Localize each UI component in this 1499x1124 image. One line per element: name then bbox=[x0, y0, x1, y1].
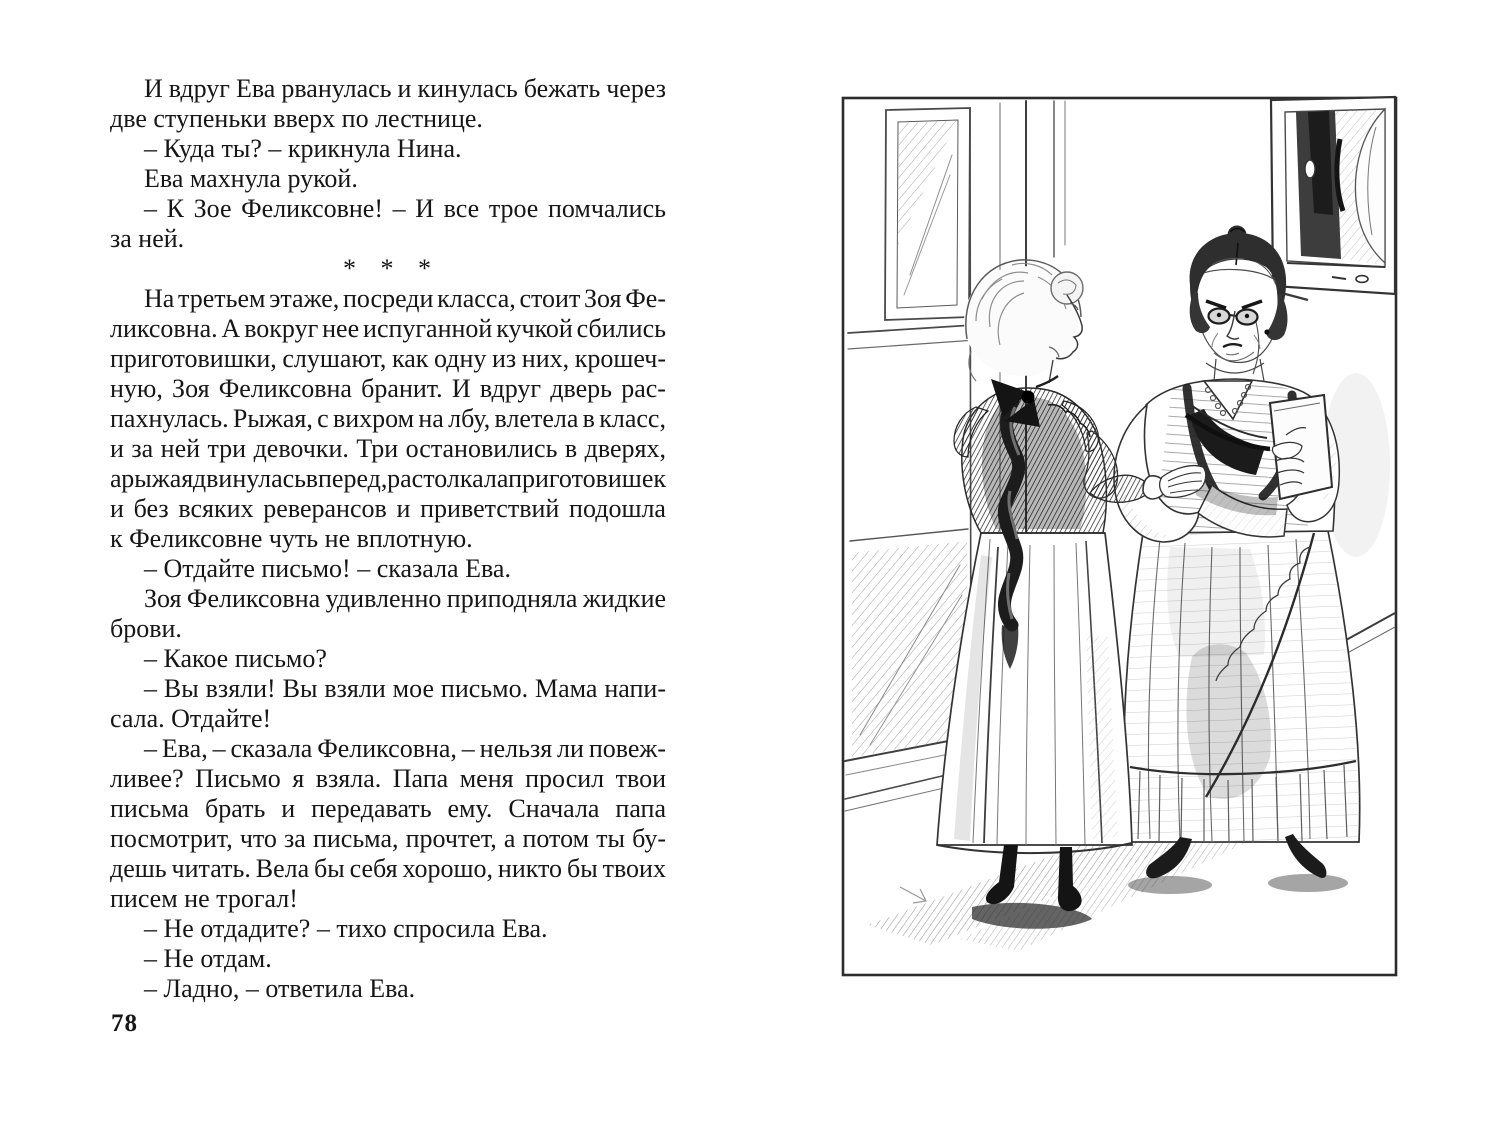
text-line bbox=[110, 794, 666, 824]
text-line bbox=[110, 974, 666, 1004]
text-line-text: письма брать и передавать ему. Сначала папа bbox=[110, 794, 666, 823]
text-line bbox=[110, 944, 666, 974]
text-line bbox=[110, 134, 666, 164]
text-line-text: – Ладно, – ответила Ева. bbox=[144, 974, 416, 1003]
text-line bbox=[110, 734, 666, 764]
text-line bbox=[110, 404, 666, 434]
text-line-text: – Куда ты? – крикнула Нина. bbox=[144, 134, 462, 163]
text-line bbox=[110, 74, 666, 104]
illustration bbox=[840, 95, 1400, 980]
text-line bbox=[110, 224, 666, 254]
text-line-text: И вдруг Ева рванулась и кинулась бежать через bbox=[144, 74, 666, 103]
text-line-text: посмотрит, что за письма, прочтет, а потом ты бу- bbox=[110, 824, 666, 853]
text-line bbox=[110, 584, 666, 614]
text-line-text: * * * bbox=[343, 254, 433, 283]
text-line bbox=[110, 464, 666, 494]
text-line bbox=[110, 314, 666, 344]
text-column bbox=[110, 74, 666, 1004]
text-line bbox=[110, 704, 666, 734]
text-line-text: – Ева, – сказала Феликсовна, – нельзя ли повеж- bbox=[144, 734, 667, 763]
text-line bbox=[110, 764, 666, 794]
text-line bbox=[110, 194, 666, 224]
text-line bbox=[110, 914, 666, 944]
text-line-text: – Вы взяли! Вы взяли мое письмо. Мама напи- bbox=[144, 674, 666, 703]
text-line-text: – Не отдам. bbox=[144, 944, 272, 973]
text-line-text: Ева махнула рукой. bbox=[144, 164, 358, 193]
text-line bbox=[110, 374, 666, 404]
text-line-text: брови. bbox=[110, 614, 182, 643]
text-line-text: приготовишки, слушают, как одну из них, крошеч- bbox=[110, 344, 666, 373]
text-line bbox=[110, 674, 666, 704]
text-line-text: сала. Отдайте! bbox=[110, 704, 272, 733]
text-line bbox=[110, 554, 666, 584]
text-line bbox=[110, 524, 666, 554]
text-line-text: писем не трогал! bbox=[110, 884, 298, 913]
mole bbox=[1264, 329, 1269, 334]
text-line bbox=[110, 824, 666, 854]
text-line-text: – К Зое Феликсовне! – И все трое помчались bbox=[144, 194, 666, 223]
page-number: 78 bbox=[111, 1010, 138, 1037]
text-line bbox=[110, 884, 666, 914]
text-line-text: и без всяких реверансов и приветствий подошла bbox=[110, 494, 666, 523]
hair-bun bbox=[1051, 272, 1083, 304]
text-line-text: пахнулась. Рыжая, с вихром на лбу, влетела в класс, bbox=[110, 404, 666, 433]
illustration-sketch bbox=[840, 95, 1400, 980]
text-line bbox=[110, 164, 666, 194]
text-line bbox=[110, 434, 666, 464]
text-line-text: На третьем этаже, посреди класса, стоит Зоя Фе- bbox=[144, 284, 666, 313]
text-line bbox=[110, 854, 666, 884]
text-line-text: – Отдайте письмо! – сказала Ева. bbox=[144, 554, 511, 583]
text-line bbox=[110, 614, 666, 644]
asterisk-separator bbox=[110, 254, 666, 284]
text-line-text: ливее? Письмо я взяла. Папа меня просил твои bbox=[110, 764, 667, 793]
text-line-text: Зоя Феликсовна удивленно приподняла жидкие bbox=[144, 584, 667, 613]
text-line-text: дешь читать. Вела бы себя хорошо, никто бы твоих bbox=[110, 854, 666, 883]
text-line-text: – Не отдадите? – тихо спросила Ева. bbox=[144, 914, 548, 943]
text-line-text: к Феликсовне чуть не вплотную. bbox=[110, 524, 473, 553]
text-line-text: и за ней три девочки. Три остановились в дверях, bbox=[110, 434, 666, 463]
text-line bbox=[110, 104, 666, 134]
text-line-text: а рыжая двинулась вперед, растолкала приготовишек bbox=[110, 464, 666, 493]
text-line bbox=[110, 494, 666, 524]
text-line-text: две ступеньки вверх по лестнице. bbox=[110, 104, 483, 133]
text-line-text: за ней. bbox=[110, 224, 185, 253]
text-line bbox=[110, 344, 666, 374]
text-line-text: – Какое письмо? bbox=[144, 644, 327, 673]
text-line bbox=[110, 644, 666, 674]
text-line-text: ликсовна. А вокруг нее испуганной кучкой сбились bbox=[110, 314, 666, 343]
text-line bbox=[110, 284, 666, 314]
text-line-text: ную, Зоя Феликсовна бранит. И вдруг дверь рас- bbox=[110, 374, 666, 403]
